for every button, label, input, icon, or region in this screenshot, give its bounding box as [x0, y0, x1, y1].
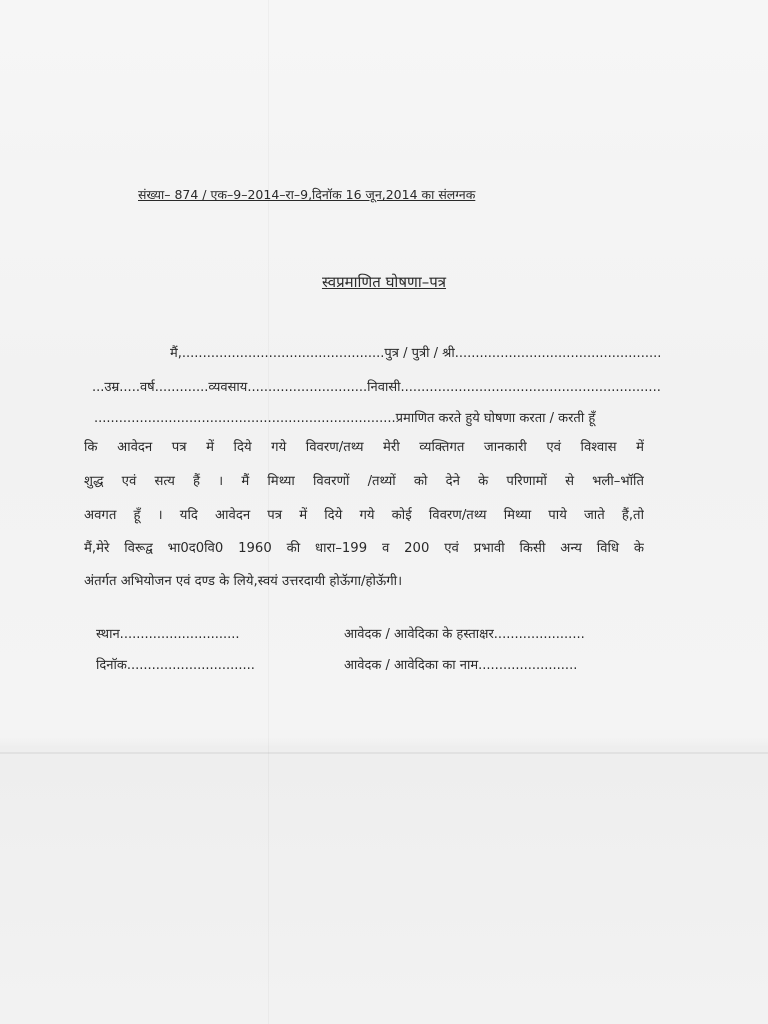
form-line-declaration: .........................................................................प्रमाणित करते हुये घोषणा करता / करती हूँ [94, 411, 596, 426]
form-line-age-occupation: ...उम्र.....वर्ष.............व्यवसाय.............................निवासी............................................................... [92, 380, 661, 395]
paragraph-line-5: अंतर्गत अभियोजन एवं दण्ड के लिये,स्वयं उत्तरदायी होऊॅगा/होऊॅगी। [84, 574, 403, 589]
place-field: स्थान............................. [96, 627, 240, 642]
reference-line: संख्या– 874 / एक–9–2014–रा–9,दिनॉक 16 जून,2014 का संलग्नक [138, 187, 476, 202]
document-title: स्वप्रमाणित घोषणा–पत्र [321, 273, 447, 291]
paper-fold-horizontal [0, 752, 768, 754]
date-field: दिनॉक............................... [96, 658, 255, 673]
paragraph-line-4: मैं,मेरे विरूद्व भा0द0वि0 1960 की धारा–199 व 200 एवं प्रभावी किसी अन्य विधि के [84, 541, 644, 556]
form-line-name: मैं,.................................................पुत्र / पुत्री / श्री.................................................. [170, 346, 662, 361]
paragraph-line-2: शुद्ध एवं सत्य हैं । मैं मिथ्या विवरणों /तथ्यों को देने के परिणामों से भली–भॉति [84, 474, 644, 489]
paragraph-line-3: अवगत हूँ । यदि आवेदन पत्र में दिये गये कोई विवरण/तथ्य मिथ्या पाये जाते हैं,तो [84, 508, 644, 523]
paragraph-line-1: कि आवेदन पत्र में दिये गये विवरण/तथ्य मेरी व्यक्तिगत जानकारी एवं विश्वास में [84, 440, 644, 455]
applicant-name-field: आवेदक / आवेदिका का नाम........................ [344, 658, 578, 673]
applicant-signature-field: आवेदक / आवेदिका के हस्ताक्षर...................... [344, 627, 585, 642]
